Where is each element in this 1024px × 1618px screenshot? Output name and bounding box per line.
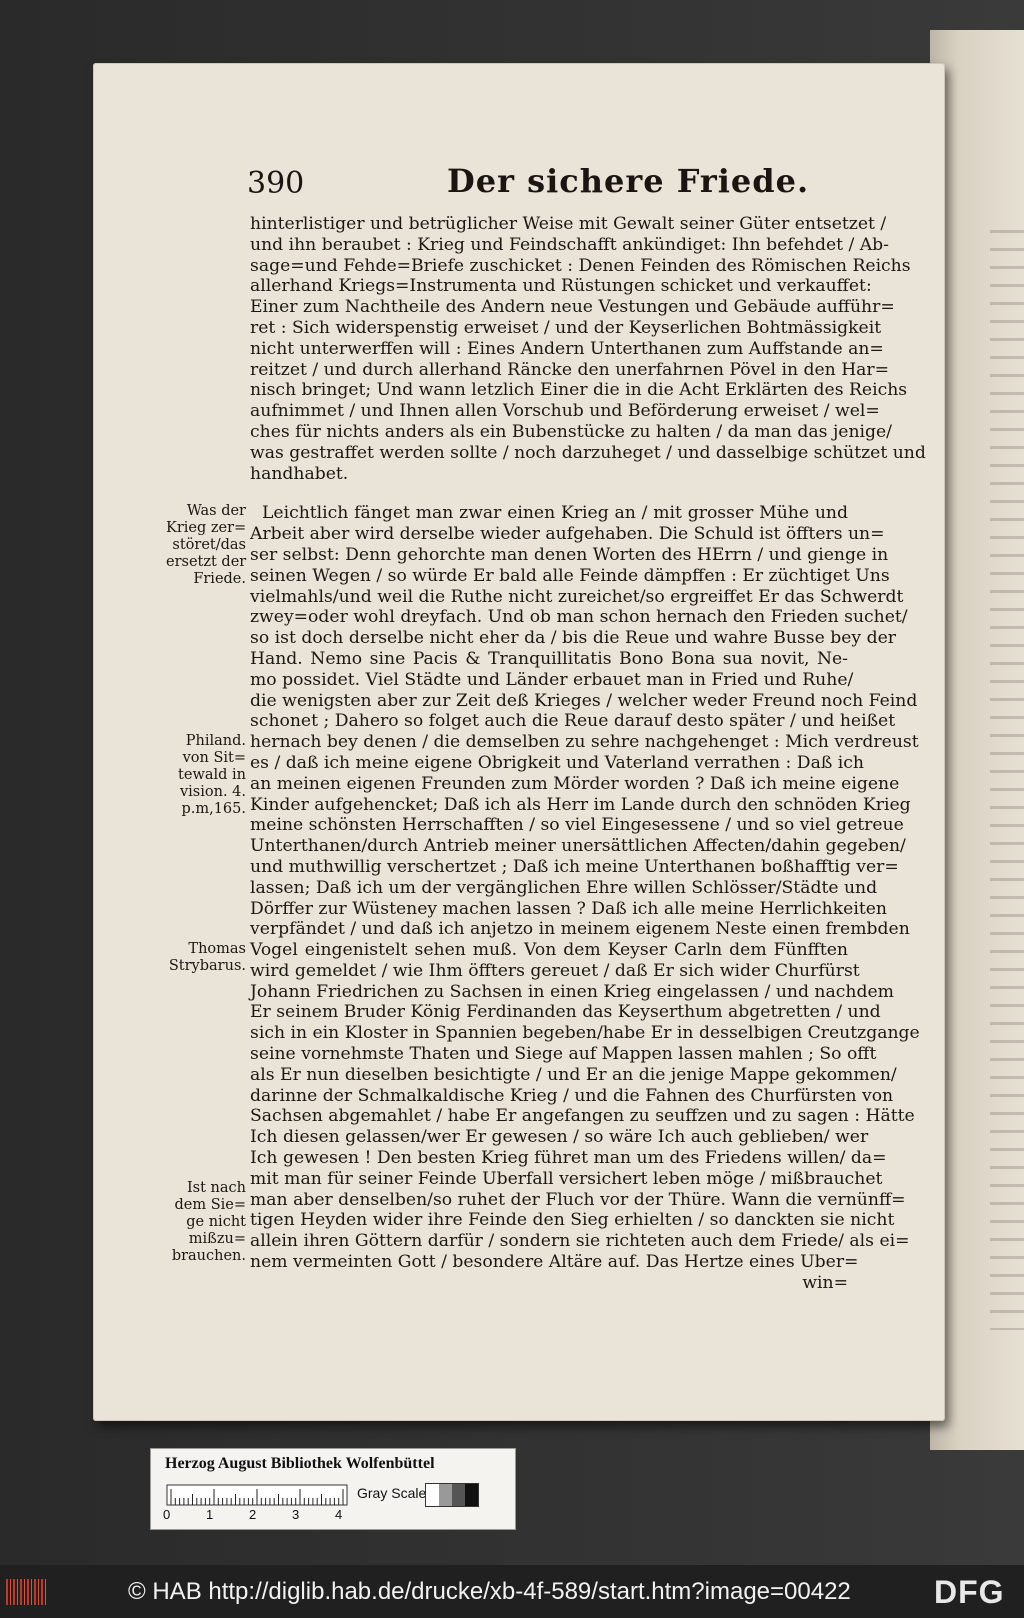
text-line: handhabet. xyxy=(250,463,349,484)
library-name: Herzog August Bibliothek Wolfenbüttel xyxy=(165,1455,435,1472)
text-line: meine schönsten Herrschafften / so viel Eingesessene / und so viel getreue xyxy=(250,815,904,836)
hab-logo-icon xyxy=(6,1579,46,1605)
margin-note-line: Krieg zer= xyxy=(166,520,247,536)
text-line: sage=und Fehde=Briefe zuschicket : Denen Feinden des Römischen Reichs xyxy=(250,255,911,276)
text-line: hinterlistiger und betrüglicher Weise mit Gewalt seiner Güter entsetzet / xyxy=(250,214,887,234)
margin-note-line: Thomas xyxy=(188,941,246,957)
ruler-number: 2 xyxy=(249,1507,257,1522)
margin-note-line: mißzu= xyxy=(188,1231,246,1247)
text-line: Er seinem Bruder König Ferdinanden das Keyserthum abgetretten / und xyxy=(250,1002,881,1023)
margin-note-philand xyxy=(166,733,246,818)
text-line: Dörffer zur Wüsteney machen lassen ? Daß ich alle meine Herrlichkeiten xyxy=(250,898,887,919)
text-line: darinne der Schmalkaldische Krieg / und die Fahnen des Churfürsten von xyxy=(250,1085,894,1106)
text-line: hernach bey denen / die demselben zu sehre nachgehenget : Mich verdreust xyxy=(250,732,919,753)
dfg-logo: DFG xyxy=(934,1574,1005,1610)
gray-scale-swatch xyxy=(425,1483,479,1507)
text-line: tigen Heyden wider ihre Feinde den Sieg erhielten / so danckten sie nicht xyxy=(250,1210,895,1231)
margin-note-line: Was der xyxy=(186,503,246,519)
footer-bar xyxy=(0,1565,1024,1618)
text-line: sich in ein Kloster in Spannien begeben/habe Er in desselbigen Creutzgange xyxy=(250,1023,920,1044)
text-line: reitzet / und durch allerhand Räncke den unerfahrnen Pövel in den Har= xyxy=(250,359,890,380)
gray-scale-label: Gray Scale xyxy=(357,1485,427,1501)
ruler-number: 4 xyxy=(335,1507,343,1522)
text-line: allerhand Kriegs=Instrumenta und Rüstungen schicket und verkauffet: xyxy=(250,276,872,297)
text-line: Hand. Nemo sine Pacis & Tranquillitatis Bono Bona sua novit, Ne- xyxy=(250,648,848,669)
margin-note-line: Strybarus. xyxy=(168,958,246,974)
margin-note-line: von Sit= xyxy=(182,750,246,766)
margin-note-line: p.m,165. xyxy=(181,801,246,817)
footer-credit-link[interactable]: © HAB http://diglib.hab.de/drucke/xb-4f-589/start.htm?image=00422 xyxy=(128,1578,851,1605)
margin-note-line: brauchen. xyxy=(171,1248,246,1264)
text-line: mo possidet. Viel Städte und Länder erbauet man in Fried und Ruhe/ xyxy=(250,669,854,690)
margin-note-sieg xyxy=(166,1180,246,1265)
body-text xyxy=(250,214,926,1294)
ruler-number: 1 xyxy=(206,1507,214,1522)
text-line: Kinder aufgehencket; Daß ich als Herr im Lande durch den schnöden Krieg xyxy=(250,794,911,815)
running-head xyxy=(247,160,847,210)
text-line: die wenigsten aber zur Zeit deß Krieges / welcher weder Freund noch Feind xyxy=(250,690,918,711)
text-line: seinen Wegen / so würde Er bald alle Feinde dämpffen : Er züchtiget Uns xyxy=(250,565,890,586)
text-line: aufnimmet / und Ihnen allen Vorschub und Beförderung erweiset / wel= xyxy=(250,401,880,422)
text-line: man aber denselben/so ruhet der Fluch vor der Thüre. Wann die vernünff= xyxy=(250,1189,906,1210)
margin-note-line: dem Sie= xyxy=(174,1197,246,1213)
text-line: Unterthanen/durch Antrieb meiner unersättlichen Affecten/dahin gegeben/ xyxy=(250,836,906,857)
text-line: ches für nichts anders als ein Bubenstücke zu halten / da man das jenige/ xyxy=(250,421,892,442)
paragraph-gap xyxy=(250,484,848,503)
ruler-number: 3 xyxy=(292,1507,300,1522)
text-line: wird gemeldet / wie Ihm öffters gereuet / daß Er sich wider Churfürst xyxy=(250,960,860,981)
text-line: Vogel eingenistelt sehen muß. Von dem Keyser Carln dem Fünfften xyxy=(250,940,848,961)
text-line: lassen; Daß ich um der vergänglichen Ehre willen Schlösser/Städte und xyxy=(250,877,878,898)
text-line: Leichtlich fänget man zwar einen Krieg an / mit grosser Mühe und xyxy=(262,503,848,524)
margin-note-line: Ist nach xyxy=(186,1180,246,1196)
text-line: so ist doch derselbe nicht eher da / bis die Reue und wahre Busse bey der xyxy=(250,628,896,649)
margin-note-line: vision. 4. xyxy=(179,784,246,800)
text-line: zwey=oder wohl dreyfach. Und ob man schon hernach den Frieden suchet/ xyxy=(250,607,908,628)
text-line: es / daß ich meine eigene Obrigkeit und Vaterland verrathen : Daß ich xyxy=(250,752,864,773)
text-line: ser selbst: Denn gehorchte man denen Worten des HErrn / und gienge in xyxy=(250,544,889,565)
library-label xyxy=(150,1448,516,1530)
margin-note-line: ersetzt der xyxy=(166,554,247,570)
ruler-numbers xyxy=(163,1507,353,1525)
text-line: seine vornehmste Thaten und Siege auf Mappen lassen mahlen ; So offt xyxy=(250,1044,877,1065)
text-line: Arbeit aber wird derselbe wieder aufgehaben. Die Schuld ist öffters un= xyxy=(250,524,885,545)
margin-note-line: störet/das xyxy=(172,537,246,553)
text-line: verpfändet / und daß ich anjetzo in meinem eigenem Neste einen frembden xyxy=(250,919,910,940)
text-line: ret : Sich widerspenstig erweiset / und der Keyserlichen Bohtmässigkeit xyxy=(250,317,882,338)
text-line: Ich gewesen ! Den besten Krieg führet man um des Friedens willen/ da= xyxy=(250,1148,887,1169)
text-line: und muthwillig verschertzet ; Daß ich meine Unterthanen boßhafftig ver= xyxy=(250,856,899,877)
text-line: win= xyxy=(802,1272,848,1293)
ruler-scale xyxy=(167,1485,347,1505)
running-title: Der sichere Friede. xyxy=(447,162,810,200)
text-line: Ich diesen gelassen/wer Er gewesen / so wäre Ich auch geblieben/ wer xyxy=(250,1127,869,1148)
margin-note-strybarus xyxy=(166,941,246,975)
text-line: Sachsen abgemahlet / habe Er angefangen zu seuffzen und zu sagen : Hätte xyxy=(250,1106,915,1127)
margin-note-krieg xyxy=(166,503,246,588)
text-line: nisch bringet; Und wann letzlich Einer die in die Acht Erklärten des Reichs xyxy=(250,380,908,401)
margin-note-line: tewald in xyxy=(178,767,246,783)
page-number: 390 xyxy=(247,166,305,201)
facing-page-text-shadow xyxy=(990,230,1024,1330)
text-line: nem vermeinten Gott / besondere Altäre auf. Das Hertze eines Uber= xyxy=(250,1252,859,1273)
text-line: Johann Friedrichen zu Sachsen in einen Krieg eingelassen / und nachdem xyxy=(250,981,894,1002)
ruler-number: 0 xyxy=(163,1507,171,1522)
text-line: und ihn beraubet : Krieg und Feindschafft ankündiget: Ihn befehdet / Ab- xyxy=(250,234,889,255)
text-line: schonet ; Dahero so folget auch die Reue darauf desto später / und heißet xyxy=(250,711,896,732)
text-line: an meinen eigenen Freunden zum Mörder worden ? Daß ich meine eigene xyxy=(250,773,900,794)
margin-note-line: Philand. xyxy=(185,733,246,749)
text-line: Einer zum Nachtheile des Andern neue Vestungen und Gebäude aufführ= xyxy=(250,297,895,318)
text-line: mit man für seiner Feinde Uberfall versichert leben möge / mißbrauchet xyxy=(250,1168,883,1189)
margin-note-line: Friede. xyxy=(193,571,246,587)
text-line: was gestraffet werden sollte / noch darzuheget / und dasselbige schützet und xyxy=(250,442,926,463)
text-line: vielmahls/und weil die Ruthe nicht zureichet/so ergreiffet Er das Schwerdt xyxy=(250,586,904,607)
text-line: als Er nun dieselben besichtigte / und Er an die jenige Mappe gekommen/ xyxy=(250,1064,897,1085)
margin-note-line: ge nicht xyxy=(186,1214,246,1230)
text-line: nicht unterwerffen will : Eines Andern Unterthanen zum Auffstande an= xyxy=(250,338,884,359)
text-line: allein ihren Göttern darfür / sondern sie richteten auch dem Friede/ als ei= xyxy=(250,1231,910,1252)
